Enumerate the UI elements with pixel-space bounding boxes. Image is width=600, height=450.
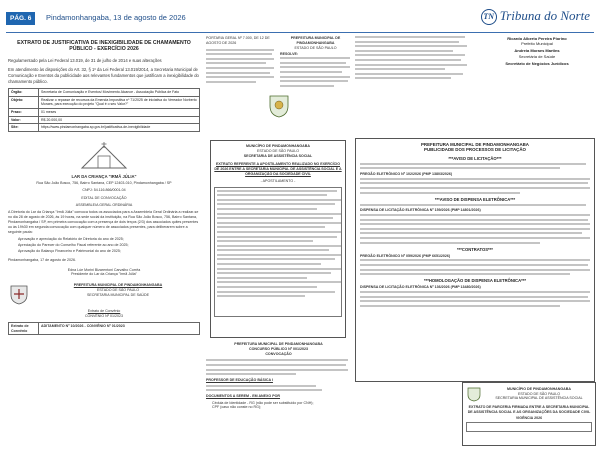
- logo-text: Tribuna do Norte: [499, 8, 590, 23]
- contract-label: Extrato de Convênio: [87, 309, 121, 314]
- concurso-number: CONCURSO PÚBLICO Nº 001/2023: [248, 346, 309, 351]
- pregao-1: PREGÃO ELETRÔNICO Nº 102/2026 (PMP 13803/2026): [360, 172, 453, 176]
- mun-title: MUNICÍPIO DE PINDAMONHANGABA: [246, 144, 310, 148]
- justification-table: [8, 88, 200, 132]
- homologacao-heading: ***HOMOLOGAÇÃO DE DISPENSA ELETRÔNICA***: [424, 278, 526, 284]
- secretary-role: Secretária de Saúde: [518, 53, 556, 59]
- dispensa-1: DISPENSA DE LICITAÇÃO ELETRÔNICA Nº 159/2026 (PMP 14801/2026): [360, 208, 481, 213]
- mun-state: ESTADO DE SÃO PAULO: [256, 148, 299, 153]
- table-row: [9, 89, 200, 97]
- concurso-section: [206, 342, 351, 446]
- secretary-name: Andreia Moraes Martins: [514, 48, 560, 54]
- header-city-date: Pindamonhangaba, 13 de agosto de 2026: [46, 13, 186, 22]
- parceria-title: EXTRATO DE PARCERIA FIRMADA ENTRE A SECRETARIA MUNICIPAL DE ASSISTÊNCIA SOCIAL E AS ORGANIZAÇÕES DA SOCIEDADE CIVIL: [467, 405, 591, 414]
- docs-label: DOCUMENTOS A SEREM - EM ANEXO POR: [206, 393, 281, 398]
- table-value: https://www.pindamonhangaba.sp.gov.br/justificativa-de-inexigibilidade: [39, 124, 200, 132]
- health-pref-title: PREFEITURA MUNICIPAL DE PINDAMONHANGABA: [73, 283, 163, 288]
- aviso-dispensa-heading: ***AVISO DE DISPENSA ELETRÔNICA***: [434, 196, 516, 202]
- parceria-table: [466, 422, 592, 432]
- regulation-line: Regulamentado pela Lei Federal 13.019, de 31 de julho de 2014 e suas alterações: [8, 57, 162, 63]
- agenda-item: Aprovação e apreciação do Relatório de Diretoria do ano de 2025;: [18, 237, 124, 242]
- licitacao-subtitle: PUBLICIDADE DOS PROCESSOS DE LICITAÇÃO: [424, 147, 526, 153]
- table-key: Órgão:: [9, 89, 39, 97]
- addendum-text: ADITAMENTO Nº 10/2026 - CONVÊNIO Nº 01/2023: [41, 323, 125, 328]
- edital-title: EDITAL DE CONVOCAÇÃO: [81, 195, 127, 200]
- institution-emblem-icon: [74, 140, 134, 170]
- legal-secretary: Secretário de Negócios Jurídicos: [505, 60, 569, 66]
- parceria-mun: MUNICÍPIO DE PINDAMONHANGABA: [507, 386, 571, 391]
- addendum-label: Extrato de Convênio: [9, 323, 39, 335]
- doc-item: CPF (caso não conste no RG);: [212, 405, 262, 410]
- apostilamento-table: [214, 187, 342, 317]
- column-left: [6, 36, 202, 446]
- justification-intro: Em atendimento às disposições do Art. 32, § 1º da Lei Federal 13.019/2014, a Secretaria Municipal de Comunicação e Eventos da publicidade aos relevantes fundamentos que justificam a inexigibilidade do chamamento público.: [8, 67, 199, 84]
- table-value: R$ 20.000,00: [39, 116, 200, 124]
- portaria-pref: PREFEITURA MUNICIPAL DE PINDAMONHANGABA: [290, 36, 341, 45]
- doc-item: Cédula de Identidade - RG (não pode ser substituído por CNH);: [212, 400, 314, 405]
- health-pref-state: ESTADO DE SÃO PAULO: [96, 287, 139, 292]
- header-rule: [6, 32, 594, 33]
- parceria-dept: SECRETARIA MUNICIPAL DE ASSISTÊNCIA SOCIAL: [495, 396, 583, 401]
- org-cnpj: CNPJ: 54.116.866/0001-04: [82, 187, 126, 192]
- parceria-vigencia: VIGÊNCIA 2026: [515, 415, 543, 420]
- portaria-title: PORTARIA GERAL Nº 7.000, DE 12 DE AGOSTO DE 2026: [206, 36, 270, 45]
- org-name: LAR DA CRIANÇA "IRMÃ JÚLIA": [71, 173, 137, 179]
- licitacao-box: [355, 138, 595, 382]
- health-pref-dept: SECRETARIA MUNICIPAL DE SAÚDE: [86, 292, 150, 297]
- aviso-heading: ***AVISO DE LICITAÇÃO***: [448, 155, 502, 161]
- addendum-box: [8, 322, 200, 336]
- mayor-role: Prefeito Municipal: [521, 41, 553, 47]
- concurso-role: PROFESSOR DE EDUCAÇÃO BÁSICA I: [206, 377, 273, 382]
- agenda-item: Aprovação do Balanço Financeiro e Patrimonial do ano de 2025;: [18, 248, 121, 253]
- table-key: Objeto:: [9, 96, 39, 108]
- concurso-pref: PREFEITURA MUNICIPAL DE PINDAMONHANGABA: [234, 342, 323, 346]
- table-row: [9, 124, 200, 132]
- column-right-top: [355, 36, 595, 136]
- place-date: Pindamonhangaba, 17 de agosto de 2026.: [8, 257, 76, 262]
- concurso-convocacao: CONVOCAÇÃO: [265, 351, 292, 356]
- table-value: Secretaria de Comunicação e Eventos/ Movimento Alcance - Associação Pública de Fato: [39, 89, 200, 97]
- apostilamento-title: EXTRATO REFERENTE A APOSTILAMENTO REALIZADO NO EXERCÍCIO DE 2026 ENTRE A SECRETARIA MUNICIPAL DE ASSISTÊNCIA SOCIAL E A ORGANIZAÇÃO DA SOCIEDADE CIVIL: [214, 162, 342, 176]
- coat-of-arms-icon: [266, 93, 292, 119]
- apostilamento-box: [210, 140, 346, 338]
- mayor-name: Ricardo Alberto Pereira Piorino: [507, 36, 567, 41]
- signer-role: Presidente do Lar da Criança "Irmã Júlia": [71, 272, 137, 277]
- dispensa-2: DISPENSA DE LICITAÇÃO ELETRÔNICA Nº 136/2026 (PMP 13480/2026): [360, 285, 481, 290]
- table-row: [9, 96, 200, 108]
- coat-of-arms-icon: [466, 386, 482, 402]
- signer-name: Edna Lúe Morini Bizarentoni Carvalho Corrêa: [67, 267, 141, 272]
- table-value: 01 meses: [39, 108, 200, 116]
- contract-number: CONVÊNIO Nº 01/2023: [84, 313, 124, 318]
- table-key: Site:: [9, 124, 39, 132]
- assembly-body: A Diretoria do Lar da Criança "Irmã Júlia" convoca todos os associados para a Assembleia Geral Ordinária a realizar-se no dia 28 de agosto de 2026, às 19 horas, na sede social da instituição, na Rua São João Bosco, 756, Bairro Santana, Pindamonhangaba / SP, em primeira convocação com a presença de dois terços (2/3) dos associados quites presentes ou às 19h30 em segunda convocação com qualquer número de associados presentes, para deliberarem sobre a seguinte pauta:: [8, 210, 199, 234]
- pregao-2: PREGÃO ELETRÔNICO Nº 059/2026 (PMP 6651/2026): [360, 253, 451, 258]
- health-header: [8, 283, 200, 305]
- column-middle-top: [206, 36, 351, 136]
- assembly-title: ASSEMBLEIA GERAL ORDINÁRIA: [75, 202, 133, 207]
- licitacao-pref: PREFEITURA MUNICIPAL DE PINDAMONHANGABA: [421, 142, 529, 147]
- table-value: Realizar o repasse de recursos da Emenda Impositiva nº 71/2025 de iniciativa do Vereador Norberto Moraes, para execução do projeto "Qual é o seu Valor?": [39, 96, 200, 108]
- parceria-box: [462, 382, 596, 446]
- mun-dept: SECRETARIA DE ASSISTÊNCIA SOCIAL: [243, 153, 313, 158]
- justification-title: EXTRATO DE JUSTIFICATIVA DE INEXIGIBILIDADE DE CHAMAMENTO PÚBLICO - EXERCÍCIO 2026: [17, 40, 191, 53]
- agenda-item: Apreciação do Parecer do Conselho Fiscal referente ao ano de 2025;: [18, 243, 129, 248]
- contratos-heading: ***CONTRATOS***: [457, 246, 493, 252]
- portaria-state: ESTADO DE SÃO PAULO: [294, 45, 337, 50]
- page-header: [6, 8, 594, 30]
- portaria-resolve: RESOLVE:: [280, 52, 299, 57]
- logo-mark-icon: TN: [481, 9, 497, 25]
- table-key: Prazo:: [9, 108, 39, 116]
- table-row: [9, 108, 200, 116]
- table-key: Valor:: [9, 116, 39, 124]
- apostilamento-subtitle: - APOSTILAMENTO -: [260, 178, 296, 183]
- page-number-badge: PÁG. 6: [6, 12, 35, 25]
- coat-of-arms-icon: [8, 283, 30, 305]
- org-address: Rua São João Bosco, 756, Bairro Santana, CEP 12403-010, Pindamonhangaba / SP: [36, 181, 172, 186]
- newspaper-logo: [481, 8, 590, 25]
- parceria-state: ESTADO DE SÃO PAULO: [517, 391, 560, 396]
- table-row: [9, 116, 200, 124]
